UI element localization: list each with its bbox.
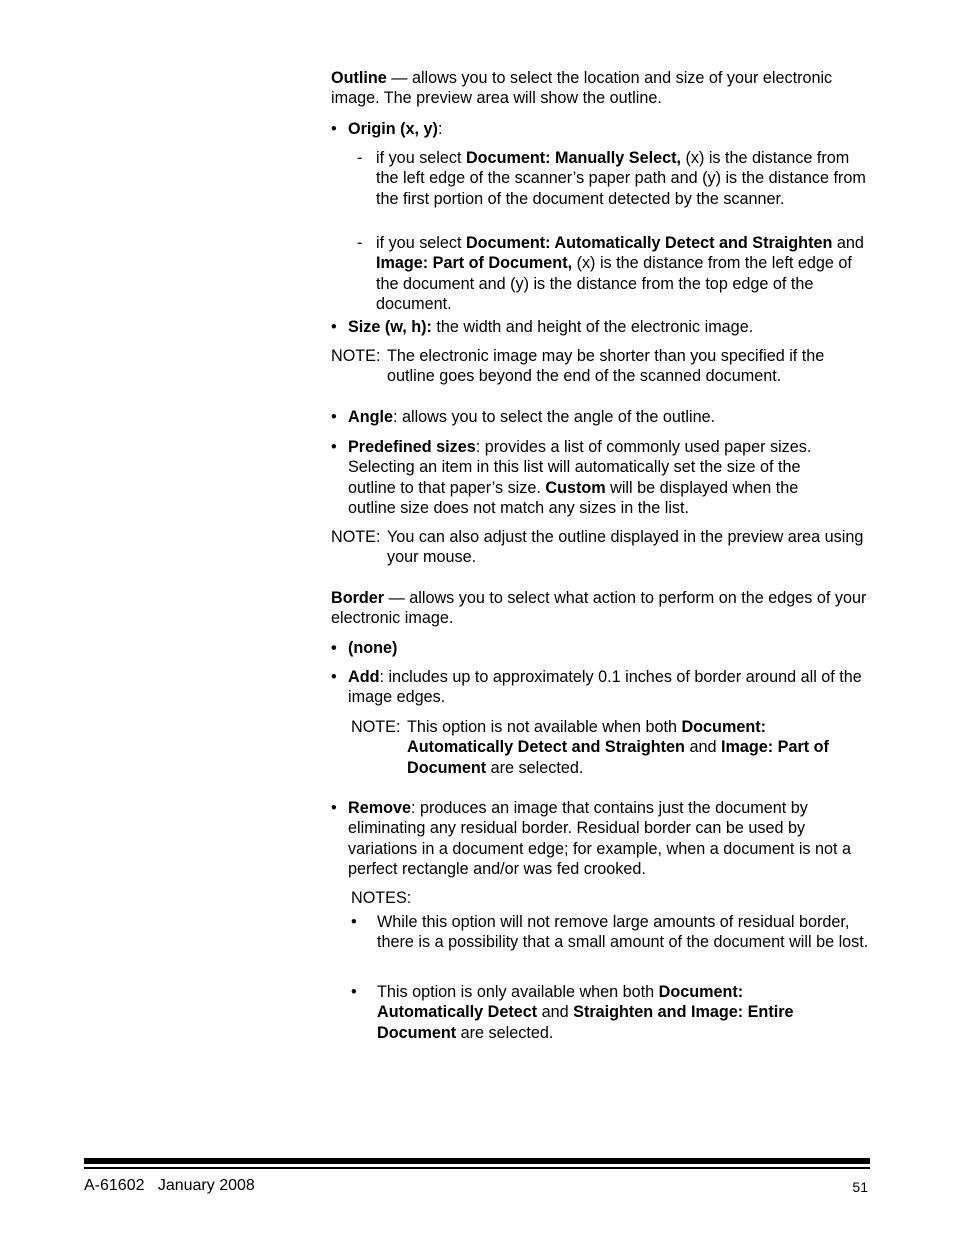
add-desc: : includes up to approximately 0.1 inches of border around all of the image edges.: [348, 668, 862, 707]
dash-auto: -: [357, 234, 363, 252]
note3-pre: This option is not available when both: [407, 718, 682, 736]
angle-term: Angle: [348, 408, 393, 426]
size-desc: the width and height of the electronic image.: [431, 318, 754, 336]
footer-rule-thick: [84, 1158, 870, 1164]
notes2-pre: This option is only available when both: [377, 983, 659, 1001]
notes-bullet-1: •: [351, 913, 357, 931]
add-item: [348, 667, 870, 708]
note3-post: are selected.: [486, 758, 584, 777]
origin-auto-item: [376, 233, 872, 314]
auto-mid: and: [832, 234, 864, 252]
predefined-item: [348, 437, 848, 518]
note3-b1: Document: Automatically Detect and Straighten: [407, 718, 767, 757]
note3-b2: Image: Part of Document: [407, 738, 829, 777]
auto-term: Document: Automatically Detect and Straighten: [465, 234, 833, 252]
add-term: Add: [348, 668, 380, 686]
predefined-desc2: will be displayed when the outline size does not match any sizes in the list.: [348, 478, 799, 517]
border-desc: — allows you to select what action to perform on the edges of your electronic image.: [331, 589, 867, 628]
outline-term: Outline: [331, 69, 387, 87]
border-paragraph: [331, 588, 871, 629]
note3-label: NOTE:: [351, 718, 401, 736]
note3-mid: and: [684, 738, 721, 757]
remove-desc: : produces an image that contains just the document by eliminating any residual border. Residual border can be used by variations in a document edge; for example, when a document is not a perfect rectangle and/or was fed crooked.: [348, 799, 852, 878]
angle-item: [348, 407, 868, 427]
bullet-remove: •: [331, 799, 337, 817]
predefined-term: Predefined sizes: [348, 438, 476, 456]
notes2-b1: Document: Automatically Detect: [377, 983, 744, 1022]
bullet-size: •: [331, 318, 337, 336]
size-item: [348, 317, 868, 337]
manual-term: Document: Manually Select,: [465, 149, 681, 167]
size-term: Size (w, h):: [348, 318, 432, 336]
notes-item-2: [377, 982, 847, 1043]
note1-label: NOTE:: [331, 347, 381, 365]
footer-rule-thin: [84, 1167, 870, 1169]
bullet-add: •: [331, 668, 337, 686]
manual-pre: if you select: [376, 149, 466, 167]
outline-paragraph: [331, 68, 871, 109]
none-label: (none): [348, 639, 398, 657]
manual-post: (x) is the distance from the left edge of the scanner’s paper path and (y) is the distance from the first portion of the document detected by the scanner.: [376, 149, 866, 208]
auto-post: (x) is the distance from the left edge of the document and (y) is the distance from the top edge of the document.: [376, 254, 852, 313]
note3-text: [407, 717, 869, 778]
auto-pre: if you select: [376, 234, 466, 252]
remove-term: Remove: [348, 799, 411, 817]
note1-text: The electronic image may be shorter than you specified if the outline goes beyond the end of the scanned document.: [387, 347, 825, 386]
bullet-predefined: •: [331, 438, 337, 456]
origin-term: Origin (x, y): [348, 120, 438, 138]
origin-colon: :: [437, 120, 443, 138]
auto-term2: Image: Part of Document,: [376, 254, 573, 273]
notes2-b2: Straighten and Image: Entire Document: [377, 1003, 794, 1042]
notes2-mid: and: [537, 1003, 574, 1022]
notes2-post: are selected.: [456, 1023, 554, 1042]
notes-bullet-2: •: [351, 983, 357, 1001]
angle-desc: : allows you to select the angle of the outline.: [392, 408, 716, 426]
origin-item: [348, 119, 868, 139]
border-term: Border: [331, 589, 385, 607]
footer-page-number: 51: [852, 1179, 868, 1195]
predefined-custom: Custom: [545, 478, 606, 497]
origin-manual-item: [376, 148, 870, 209]
notes-label: NOTES:: [351, 889, 412, 907]
notes-item-1: While this option will not remove large amounts of residual border, there is a possibility that a small amount of the document will be lost.: [377, 913, 869, 952]
note2-text: You can also adjust the outline displayed in the preview area using your mouse.: [387, 528, 864, 567]
none-item: [348, 638, 868, 658]
bullet-none: •: [331, 639, 337, 657]
remove-item: [348, 798, 870, 879]
bullet-origin: •: [331, 120, 337, 138]
footer-doc-id: A-61602 January 2008: [84, 1177, 255, 1194]
bullet-angle: •: [331, 408, 337, 426]
note2-label: NOTE:: [331, 528, 381, 546]
outline-description: — allows you to select the location and size of your electronic image. The preview area will show the outline.: [331, 69, 833, 108]
predefined-desc: : provides a list of commonly used paper sizes. Selecting an item in this list will automatically set the size of the outline to that paper’s size.: [348, 438, 812, 497]
dash-manual: -: [357, 149, 363, 167]
